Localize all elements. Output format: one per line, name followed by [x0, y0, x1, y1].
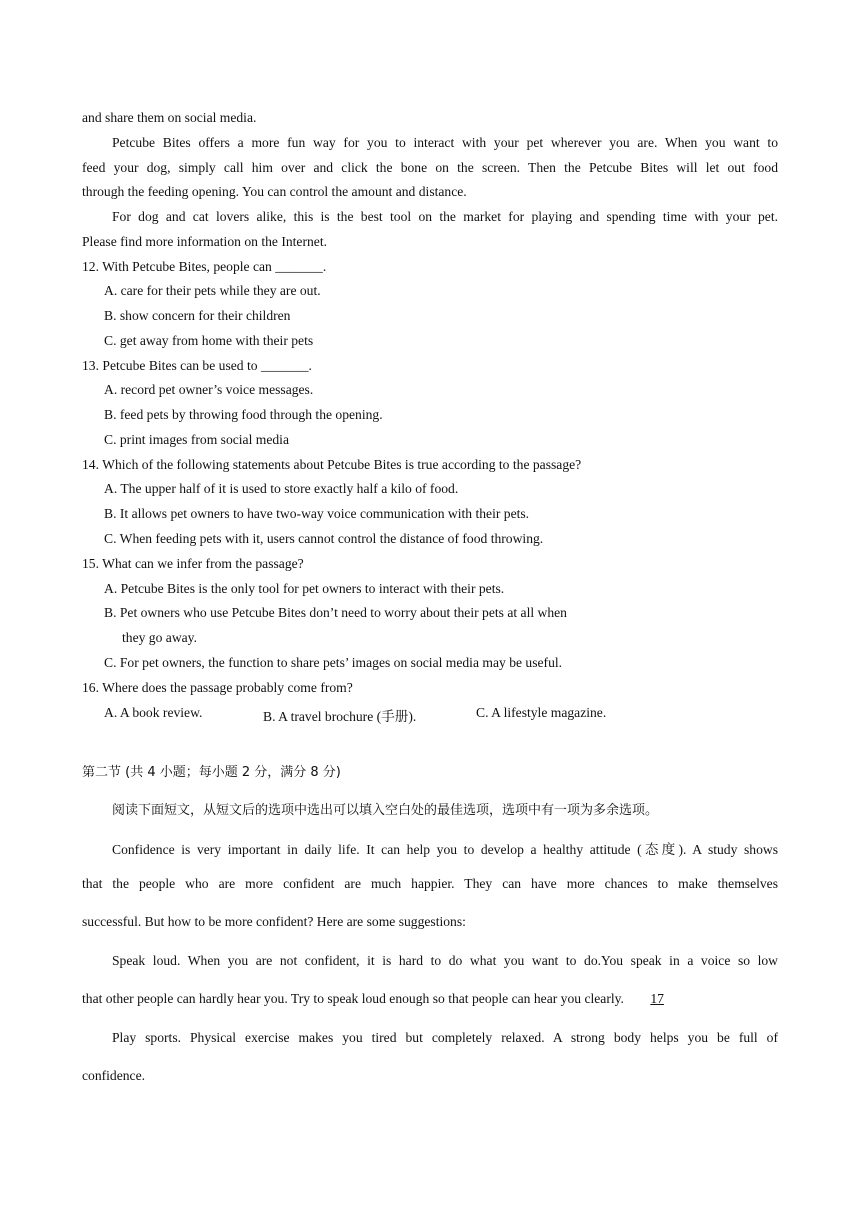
passage-line: Play sports. Physical exercise makes you tired but completely relaxed. A strong body helps you be full of [112, 1030, 778, 1045]
answer-option: C. print images from social media [104, 432, 289, 447]
answer-option-continuation: they go away. [122, 630, 197, 645]
answer-option: B. A travel brochure (手册). [263, 709, 417, 724]
answer-option: A. A book review. [104, 705, 203, 720]
passage-line: through the feeding opening. You can control the amount and distance. [82, 184, 467, 199]
question-stem: 13. Petcube Bites can be used to _______. [82, 358, 312, 373]
answer-option: C. When feeding pets with it, users cannot control the distance of food throwing. [104, 531, 544, 546]
answer-option: C. A lifestyle magazine. [476, 705, 607, 720]
section-instruction: 阅读下面短文，从短文后的选项中选出可以填入空白处的最佳选项，选项中有一项为多余选项。 [112, 803, 659, 818]
question-stem: 15. What can we infer from the passage? [82, 556, 304, 571]
passage-line: confidence. [82, 1068, 146, 1083]
passage-line: Petcube Bites offers a more fun way for you to interact with your pet wherever you are. When you want to [112, 135, 778, 150]
passage-line: Confidence is very important in daily life. It can help you to develop a healthy attitude (态度). A study shows [112, 842, 778, 857]
answer-option: A. Petcube Bites is the only tool for pet owners to interact with their pets. [104, 581, 505, 596]
answer-option: B. It allows pet owners to have two-way voice communication with their pets. [104, 506, 530, 521]
answer-option: B. Pet owners who use Petcube Bites don’t need to worry about their pets at all when [104, 605, 567, 620]
answer-option: B. feed pets by throwing food through the opening. [104, 407, 383, 422]
answer-option: B. show concern for their children [104, 308, 291, 323]
question-stem: 16. Where does the passage probably come from? [82, 680, 353, 695]
answer-option: A. The upper half of it is used to store exactly half a kilo of food. [104, 481, 459, 496]
passage-line: that the people who are more confident are much happier. They can have more chances to make themselves [82, 876, 778, 891]
answer-option: C. get away from home with their pets [104, 333, 314, 348]
answer-option: C. For pet owners, the function to share pets’ images on social media may be useful. [104, 655, 563, 670]
passage-line: Please find more information on the Internet. [82, 234, 327, 249]
blank-17: 17 [650, 991, 664, 1006]
answer-option: A. record pet owner’s voice messages. [104, 382, 314, 397]
passage-text: that other people can hardly hear you. Try to speak loud enough so that people can hear you clearly. [82, 991, 624, 1006]
passage-line: feed your dog, simply call him over and click the bone on the screen. Then the Petcube Bites will let out food [82, 160, 778, 175]
answer-option: A. care for their pets while they are out. [104, 283, 321, 298]
question-stem: 12. With Petcube Bites, people can _______. [82, 259, 327, 274]
passage-line: successful. But how to be more confident? Here are some suggestions: [82, 914, 466, 929]
section-heading: 第二节 (共 4 小题；每小题 2 分，满分 8 分) [82, 765, 341, 780]
passage-line: Speak loud. When you are not confident, it is hard to do what you want to do.You speak in a voice so low [112, 953, 778, 968]
passage-line-with-blank [82, 991, 681, 1007]
question-stem: 14. Which of the following statements about Petcube Bites is true according to the passage? [82, 457, 582, 472]
passage-line: and share them on social media. [82, 110, 257, 125]
passage-line: For dog and cat lovers alike, this is the best tool on the market for playing and spending time with your pet. [112, 209, 778, 224]
